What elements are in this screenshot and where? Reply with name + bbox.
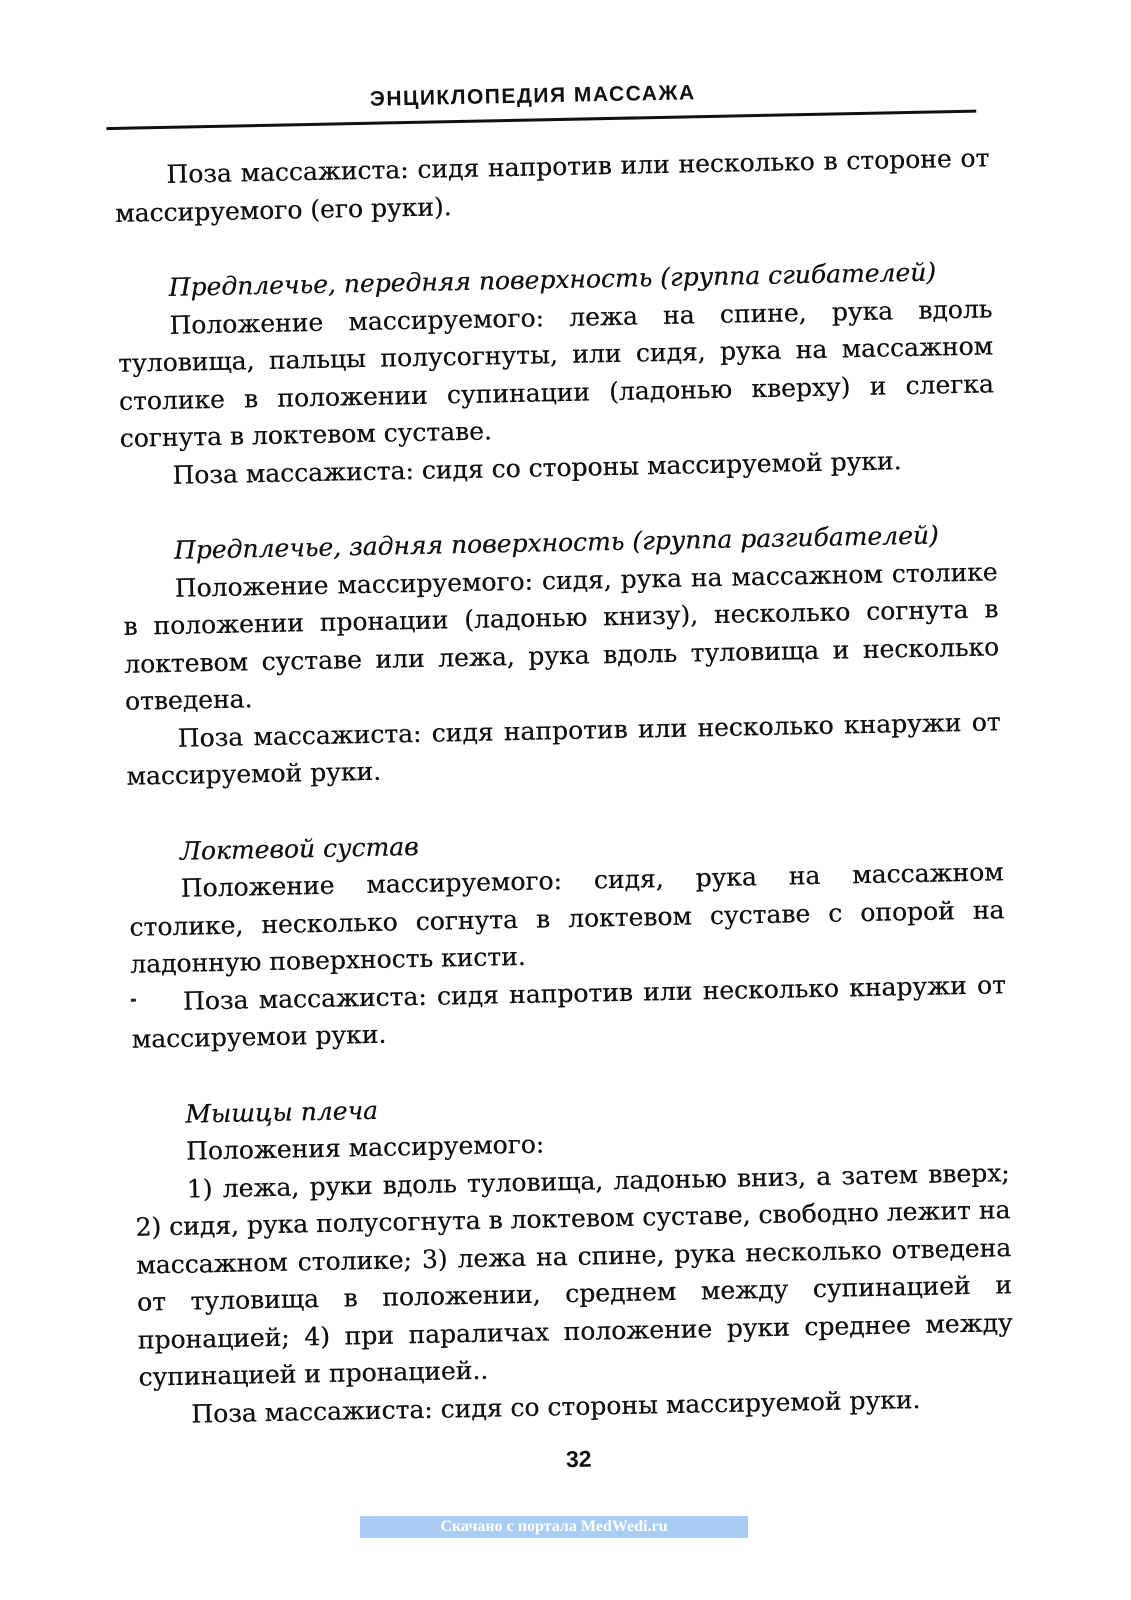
section-heading: Локтевой сустав	[179, 831, 419, 866]
section-heading: Предплечье, передняя поверхность (группа сгибателей)	[168, 257, 937, 302]
body-text	[114, 139, 1014, 1433]
paragraph: 1) лежа, руки вдоль туловища, ладонью вниз, а затем вверх; 2) сидя, рука полусогнута в локтевом суставе, свободно лежит на массажном столике; 3) лежа на спине, рука несколько отведена от туловища в положении, среднем между супинацией и пронацией; 4) при параличах положение руки среднее между супинацией и пронацией..	[135, 1157, 1013, 1392]
paragraph: Положение массируемого: лежа на спине, рука вдоль туловища, пальцы полусогнуты, или сидя, рука на массажном столике в положении супинации (ладонью кверху) и слегка согнута в локтевом суставе.	[117, 293, 995, 453]
paragraph: Поза массажиста: сидя напротив или несколько кнаружи от массируемои руки.	[131, 969, 1007, 1054]
section-heading: Мышцы плеча	[184, 1095, 379, 1129]
section-heading: Предплечье, задняя поверхность (группа разгибателей)	[173, 520, 939, 565]
paragraph: Положение массируемого: сидя, рука на массажном столике в положении пронации (ладонью книзу), несколько согнута в локтевом суставе или лежа, рука вдоль туловища и несколько отведена.	[123, 556, 1000, 716]
paragraph: Поза массажиста: сидя со стороны массируемой руки.	[190, 1384, 921, 1429]
header-rule	[106, 110, 976, 130]
paragraph: Поза массажиста: сидя напротив или несколько кнаружи от массируемой руки.	[126, 706, 1001, 791]
paragraph-lead: Положения массируемого:	[185, 1129, 545, 1166]
paragraph: Поза массажиста: сидя со стороны массируемой руки.	[172, 445, 902, 490]
paragraph: Положение массируемого: сидя, рука на массажном столике, несколько согнута в локтевом суставе с опорой на ладонную поверхность кисти.	[129, 857, 1005, 979]
running-head: ЭНЦИКЛОПЕДИЯ МАССАЖА	[369, 81, 696, 111]
watermark-banner: Скачано с портала MedWedi.ru	[360, 1516, 748, 1538]
page-number: 32	[565, 1445, 592, 1473]
scan-speck	[131, 999, 136, 1002]
paragraph: Поза массажиста: сидя напротив или несколько в стороне от массируемого (его руки).	[114, 143, 990, 228]
